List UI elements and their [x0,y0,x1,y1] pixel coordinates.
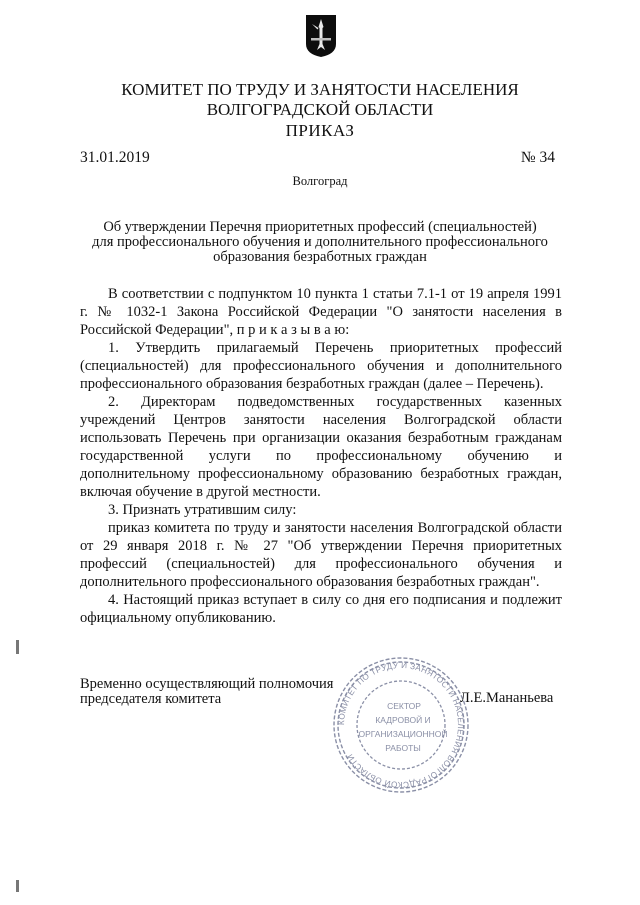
organization-name [60,80,580,120]
paragraph-preamble: В соответствии с подпунктом 10 пункта 1 статьи 7.1-1 от 19 апреля 1991 г. № 1032-1 Закона Российской Федерации "О занятости населения в Российской Федерации", п р и к а з ы в а ю: [80,286,562,338]
paragraph-item-3: 3. Признать утратившим силу: [108,502,297,518]
document-type: ПРИКАЗ [285,121,355,140]
document-body [80,285,562,627]
document-number: № 34 [520,149,555,166]
stamp-center-line-3: ОРГАНИЗАЦИОННОЙ [358,729,448,739]
org-line-1: КОМИТЕТ ПО ТРУДУ И ЗАНЯТОСТИ НАСЕЛЕНИЯ [121,80,519,99]
document-date: 31.01.2019 [80,149,150,166]
signatory-title-line-1: Временно осуществляющий полномочия [80,676,334,692]
subject-line-1: Об утверждении Перечня приоритетных профессий (специальностей) [103,219,537,235]
signatory-name: Л.Е.Мананьева [460,690,554,706]
subject-line-2: для профессионального обучения и дополнительного профессионального [92,234,548,250]
stamp-center-line-4: РАБОТЫ [385,743,421,753]
stamp-center-line-2: КАДРОВОЙ И [375,715,431,725]
paragraph-item-2: 2. Директорам подведомственных государственных казенных учреждений Центров занятости населения Волгоградской области использовать Перечень при организации оказания безработным гражданам государственной услуги по профессиональному обучению и дополнительному профессиональному образованию безработных граждан, включая обучение в другой местности. [80,394,562,500]
subject-line-3: образования безработных граждан [213,249,427,265]
paragraph-item-4: 4. Настоящий приказ вступает в силу со дня его подписания и подлежит официальному опубликованию. [80,592,562,626]
official-stamp [331,655,471,795]
document-city: Волгоград [292,174,348,188]
paragraph-item-1: 1. Утвердить прилагаемый Перечень приоритетных профессий (специальностей) для профессионального обучения и дополнительного профессионального образования безработных граждан (далее – Перечень). [80,340,562,392]
signatory-title [80,677,333,707]
org-line-2: ВОЛГОГРАДСКОЙ ОБЛАСТИ [206,100,434,119]
stamp-ring-text: КОМИТЕТ ПО ТРУДУ И ЗАНЯТОСТИ НАСЕЛЕНИЯ ВОЛГОГРАДСКОЙ ОБЛАСТИ [336,660,466,790]
scan-edge-mark [16,640,19,654]
signatory-title-line-2: председателя комитета [80,691,222,707]
document-subject [60,220,580,265]
paragraph-repealed-order: приказ комитета по труду и занятости населения Волгоградской области от 29 января 2018 г. № 27 "Об утверждении Перечня приоритетных профессий (специальностей) для профессионального обучения и дополнительного профессионального образования безработных граждан". [80,520,562,590]
scan-edge-mark [16,880,19,892]
stamp-center-line-1: СЕКТОР [387,701,421,711]
volgograd-emblem-icon [305,14,337,58]
